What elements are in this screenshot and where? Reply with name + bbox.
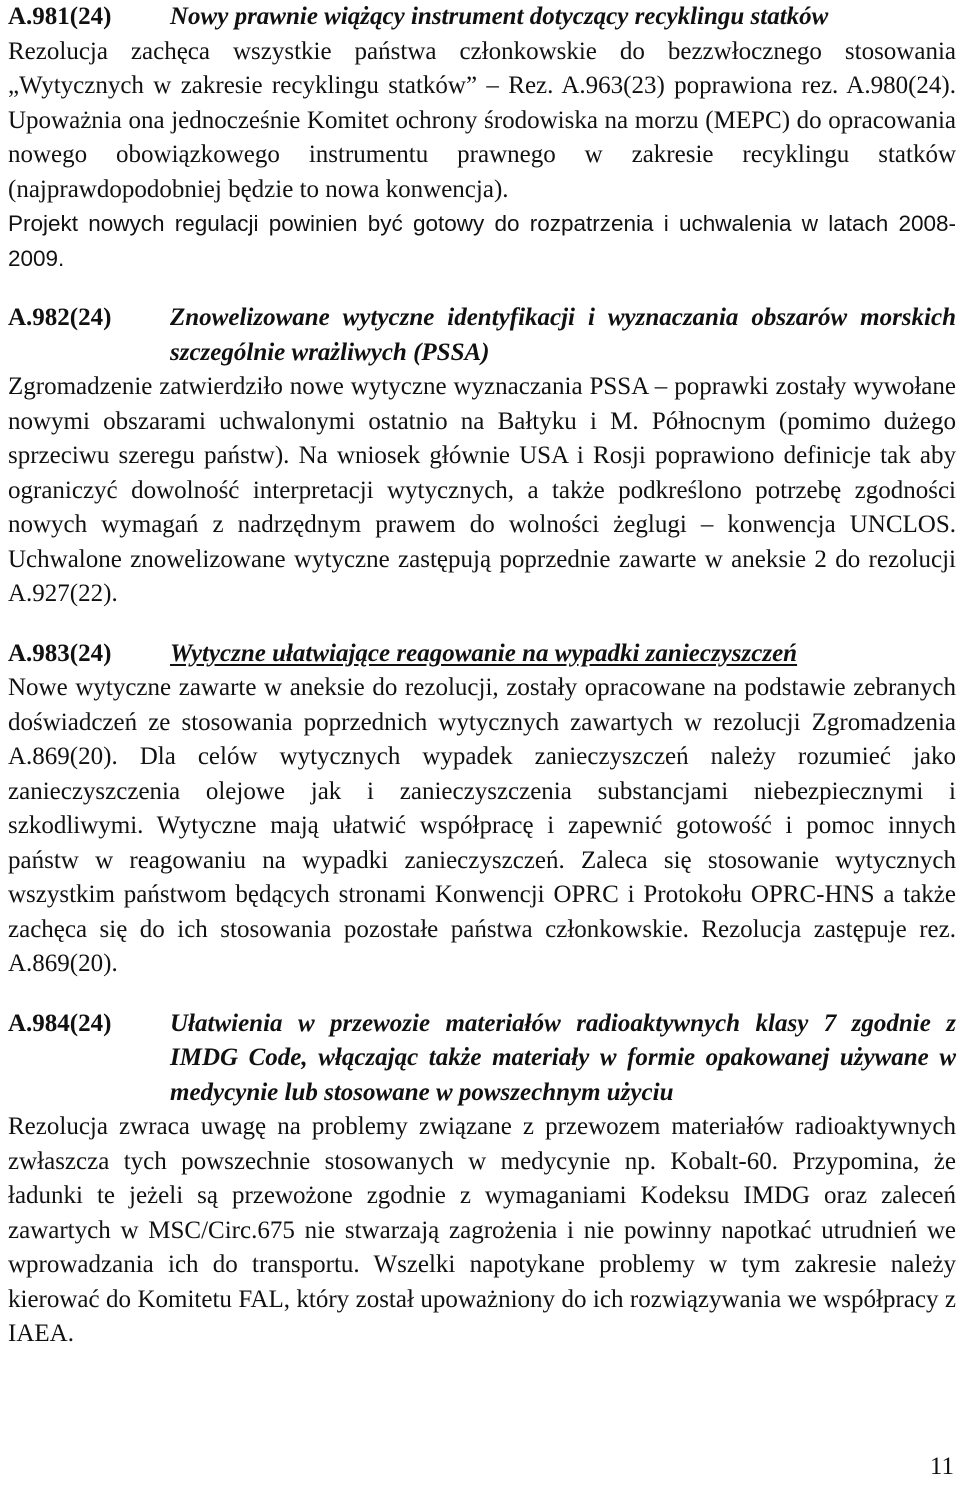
section-spacer (8, 612, 956, 637)
section-spacer (8, 982, 956, 1007)
section-a982 (8, 301, 956, 612)
section-a984 (8, 1007, 956, 1352)
section-paragraph: Nowe wytyczne zawarte w aneksie do rezolucji, zostały opracowane na podstawie zebranych doświadczeń ze stosowania poprzednich wytycznych zawartych w rezolucji Zgromadzenia A.869(20). Dla celów wytycznych wypadek zanieczyszczeń należy rozumieć jako zanieczyszczenia olejowe jak i zanieczyszczenia substancjami niebezpiecznymi i szkodliwymi. Wytyczne mają ułatwić współpracę i zapewnić gotowość i pomoc innych państw w reagowaniu na wypadki zanieczyszczeń. Zaleca się stosowanie wytycznych wszystkim państwom będących stronami Konwencji OPRC i Protokołu OPRC-HNS a także zachęca się do ich stosowania pozostałe państwa członkowskie. Rezolucja zastępuje rez. A.869(20). (8, 674, 956, 977)
section-heading (8, 301, 956, 370)
section-heading (8, 1007, 956, 1111)
section-spacer (8, 276, 956, 301)
section-paragraph: Zgromadzenie zatwierdziło nowe wytyczne wyznaczania PSSA – poprawki zostały wywołane nowymi obszarami uchwalonymi ostatnio na Bałtyku i M. Północnym (pomimo dużego sprzeciwu szeregu państw). Na wniosek głównie USA i Rosji poprawiono definicje tak aby ograniczyć dowolność interpretacji wytycznych, a także podkreślono potrzebę zgodności nowych wymagań z nadrzędnym prawem do wolności żeglugi – konwencja UNCLOS. Uchwalone znowelizowane wytyczne zastępują poprzednie zawarte w aneksie 2 do rezolucji A.927(22). (8, 373, 956, 607)
section-paragraph: Projekt nowych regulacji powinien być gotowy do rozpatrzenia i uchwalenia w latach 2008-2009. (8, 211, 956, 271)
section-paragraph: Rezolucja zwraca uwagę na problemy związane z przewozem materiałów radioaktywnych zwłaszcza tych powszechnie stosowanych w medycynie np. Kobalt-60. Przypomina, że ładunki te jeżeli są przewożone zgodnie z wymaganiami Kodeksu IMDG oraz zaleceń zawartych w MSC/Circ.675 nie stwarzają zagrożenia i nie powinny napotkać utrudnień we wprowadzania ich do transportu. Wszelki napotykane problemy w tym zakresie należy kierować do Komitetu FAL, który został upoważniony do ich rozwiązywania we współpracy z IAEA. (8, 1113, 956, 1347)
resolution-title: Nowy prawnie wiążący instrument dotyczący recyklingu statków (170, 3, 829, 30)
section-heading (8, 0, 956, 35)
resolution-number: A.984(24) (8, 1009, 112, 1037)
section-heading (8, 637, 956, 672)
section-a983 (8, 637, 956, 982)
page-number: 11 (929, 1453, 954, 1480)
resolution-number: A.983(24) (8, 639, 112, 667)
resolution-title: Znowelizowane wytyczne identyfikacji i wyznaczania obszarów morskich szczególnie wrażliwych (PSSA) (170, 304, 956, 366)
document-page (8, 0, 956, 1352)
section-paragraph: Rezolucja zachęca wszystkie państwa członkowskie do bezzwłocznego stosowania „Wytycznych w zakresie recyklingu statków” – Rez. A.963(23) poprawiona rez. A.980(24). Upoważnia ona jednocześnie Komitet ochrony środowiska na morzu (MEPC) do opracowania nowego obowiązkowego instrumentu prawnego w zakresie recyklingu statków (najprawdopodobniej będzie to nowa konwencja). (8, 37, 956, 203)
resolution-title: Ułatwienia w przewozie materiałów radioaktywnych klasy 7 zgodnie z IMDG Code, włączając także materiały w formie opakowanej używane w medycynie lub stosowane w powszechnym użyciu (170, 1009, 956, 1106)
resolution-title: Wytyczne ułatwiające reagowanie na wypadki zanieczyszczeń (170, 639, 798, 667)
section-a981 (8, 0, 956, 276)
resolution-number: A.982(24) (8, 304, 112, 331)
resolution-number: A.981(24) (8, 3, 112, 30)
